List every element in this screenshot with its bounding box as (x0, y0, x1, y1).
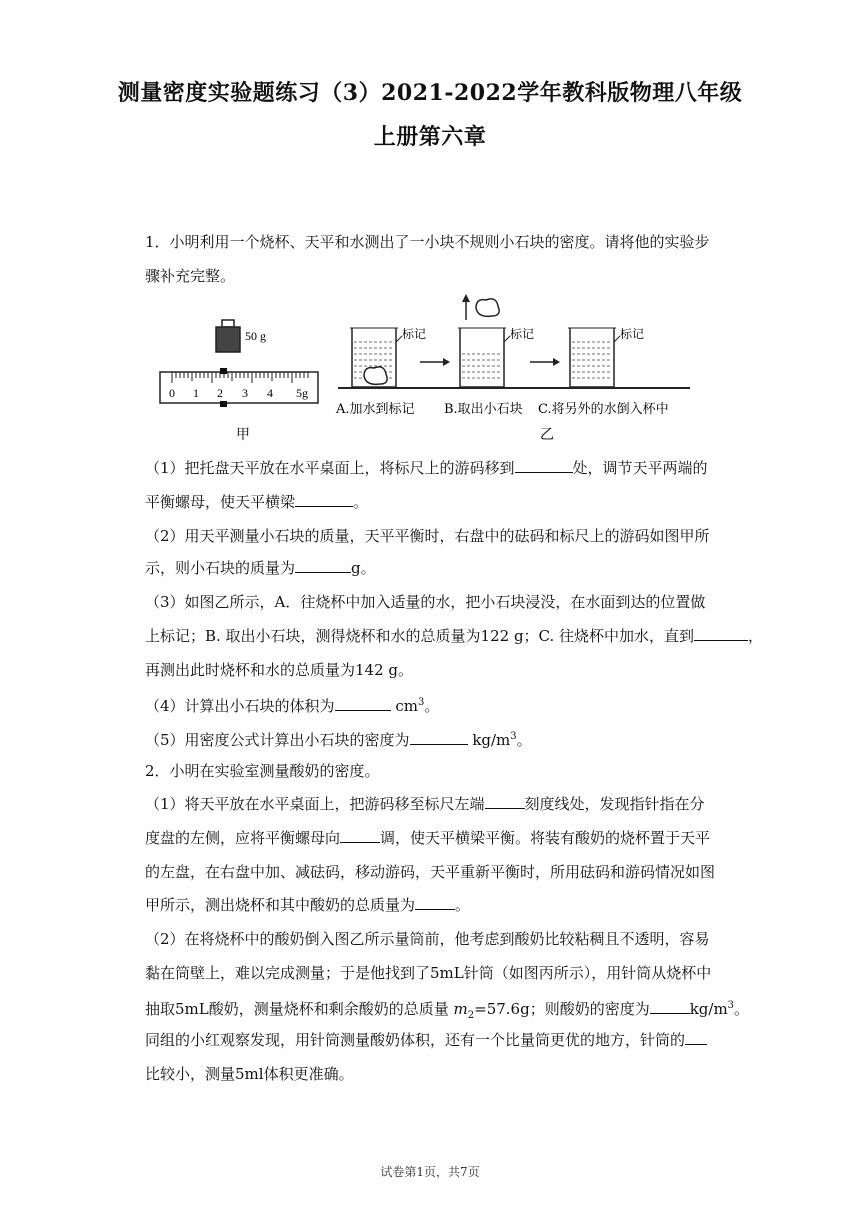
q1-part3-line2: 上标记；B. 取出小石块，测得烧杯和水的总质量为122 g；C. 往烧杯中加水，直到 ， (145, 627, 764, 645)
q2-part2-line2: 黏在筒壁上，难以完成测量；于是他找到了5mL针筒（如图丙所示），用针筒从烧杯中 (145, 964, 712, 982)
svg-text:3: 3 (242, 386, 248, 400)
stone-lifted-icon (476, 299, 499, 316)
weight-label: 50 g (245, 329, 266, 343)
stone-icon (364, 367, 387, 384)
arrow-2 (530, 358, 560, 366)
answer-blank[interactable] (295, 558, 351, 573)
rider-top (220, 368, 227, 374)
q1-part5: （5）用密度公式计算出小石块的密度为 $kg/m^3$。 (145, 731, 532, 749)
beaker-b (458, 294, 534, 387)
figure-label-yi: 乙 (540, 427, 554, 443)
page-footer: 试卷第1页，共7页 (380, 1165, 480, 1179)
q1-figure (158, 290, 698, 450)
q1-part2-line1: （2）用天平测量小石块的质量，天平平衡时，右盘中的砝码和标尺上的游码如图甲所 (145, 527, 710, 545)
svg-text:0: 0 (169, 386, 175, 400)
answer-blank[interactable] (515, 458, 573, 473)
beaker-c (568, 326, 644, 387)
q2-part1-line1: （1）将天平放在水平桌面上，把游码移至标尺左端 刻度线处，发现指针指在分 (145, 795, 705, 813)
q1-part3-line3: 再测出此时烧杯和水的总质量为142 g。 (145, 661, 414, 679)
answer-blank[interactable] (340, 828, 380, 843)
q2-part2-line1: （2）在将烧杯中的酸奶倒入图乙所示量筒前，他考虑到酸奶比较粘稠且不透明，容易 (145, 930, 710, 948)
balance-and-beaker-diagram (158, 290, 698, 450)
answer-blank[interactable] (410, 730, 468, 745)
q2-part1-line3: 的左盘，在右盘中加、减砝码，移动游码，天平重新平衡时，所用砝码和游码情况如图 (145, 863, 716, 881)
q1-intro-line1: 1．小明利用一个烧杯、天平和水测出了一小块不规则小石块的密度。请将他的实验步 (145, 233, 710, 251)
q2-part1-line4: 甲所示，测出烧杯和其中酸奶的总质量为 。 (145, 896, 471, 914)
beaker-a (350, 326, 426, 387)
caption-c: C.将另外的水倒入杯中 (538, 402, 669, 417)
answer-blank[interactable] (650, 999, 690, 1014)
svg-text:2: 2 (217, 386, 223, 400)
q1-part3-line1: （3）如图乙所示，A．往烧杯中加入适量的水，把小石块浸没，在水面到达的位置做 (145, 593, 706, 611)
q1-part2-line2: 示，则小石块的质量为 g。 (145, 559, 376, 577)
caption-b: B.取出小石块 (444, 402, 523, 417)
q2-part2-line3: 抽取5mL酸奶，测量烧杯和剩余酸奶的总质量 $m_2=57.6g$；则酸奶的密度为 $kg/m^3$。 (145, 1000, 750, 1021)
page-title-line1: 测量密度实验题练习（3）2021-2022学年教科版物理八年级 (117, 80, 743, 106)
q2-intro: 2．小明在实验室测量酸奶的密度。 (145, 762, 380, 780)
svg-text:5g: 5g (296, 386, 308, 400)
answer-blank[interactable] (694, 626, 748, 641)
q2-part2-line4: 同组的小红观察发现，用针筒测量酸奶体积，还有一个比量筒更优的地方，针筒的 (145, 1030, 725, 1050)
answer-blank[interactable] (335, 696, 391, 711)
q1-intro-line2: 骤补充完整。 (145, 267, 236, 285)
q2-part1-line2: 度盘的左侧，应将平衡螺母向 调，使天平横梁平衡。将装有酸奶的烧杯置于天平 (145, 829, 711, 847)
svg-text:标记: 标记 (620, 327, 645, 341)
svg-text:1: 1 (193, 386, 199, 400)
arrow-1 (420, 358, 450, 366)
page-title-line2: 上册第六章 (373, 124, 487, 150)
rider-bottom (220, 401, 227, 407)
answer-blank[interactable] (485, 794, 525, 809)
q1-part1-line2: 平衡螺母，使天平横梁 。 (145, 493, 369, 511)
svg-text:标记: 标记 (402, 327, 427, 341)
answer-blank[interactable] (295, 492, 353, 507)
answer-blank[interactable] (415, 895, 455, 910)
q2-part2-line5: 比较小，测量5ml体积更准确。 (145, 1065, 354, 1083)
caption-a: A.加水到标记 (336, 402, 415, 417)
weight-50g-icon (216, 327, 240, 352)
answer-blank[interactable] (685, 1030, 707, 1045)
balance-scale-figure (160, 320, 318, 407)
figure-label-jia: 甲 (236, 427, 250, 443)
q1-part1-line1: （1）把托盘天平放在水平桌面上，将标尺上的游码移到 处，调节天平两端的 (145, 459, 708, 477)
svg-text:4: 4 (267, 386, 273, 400)
svg-text:标记: 标记 (510, 327, 535, 341)
q1-part4: （4）计算出小石块的体积为 $cm^3$。 (145, 697, 440, 715)
